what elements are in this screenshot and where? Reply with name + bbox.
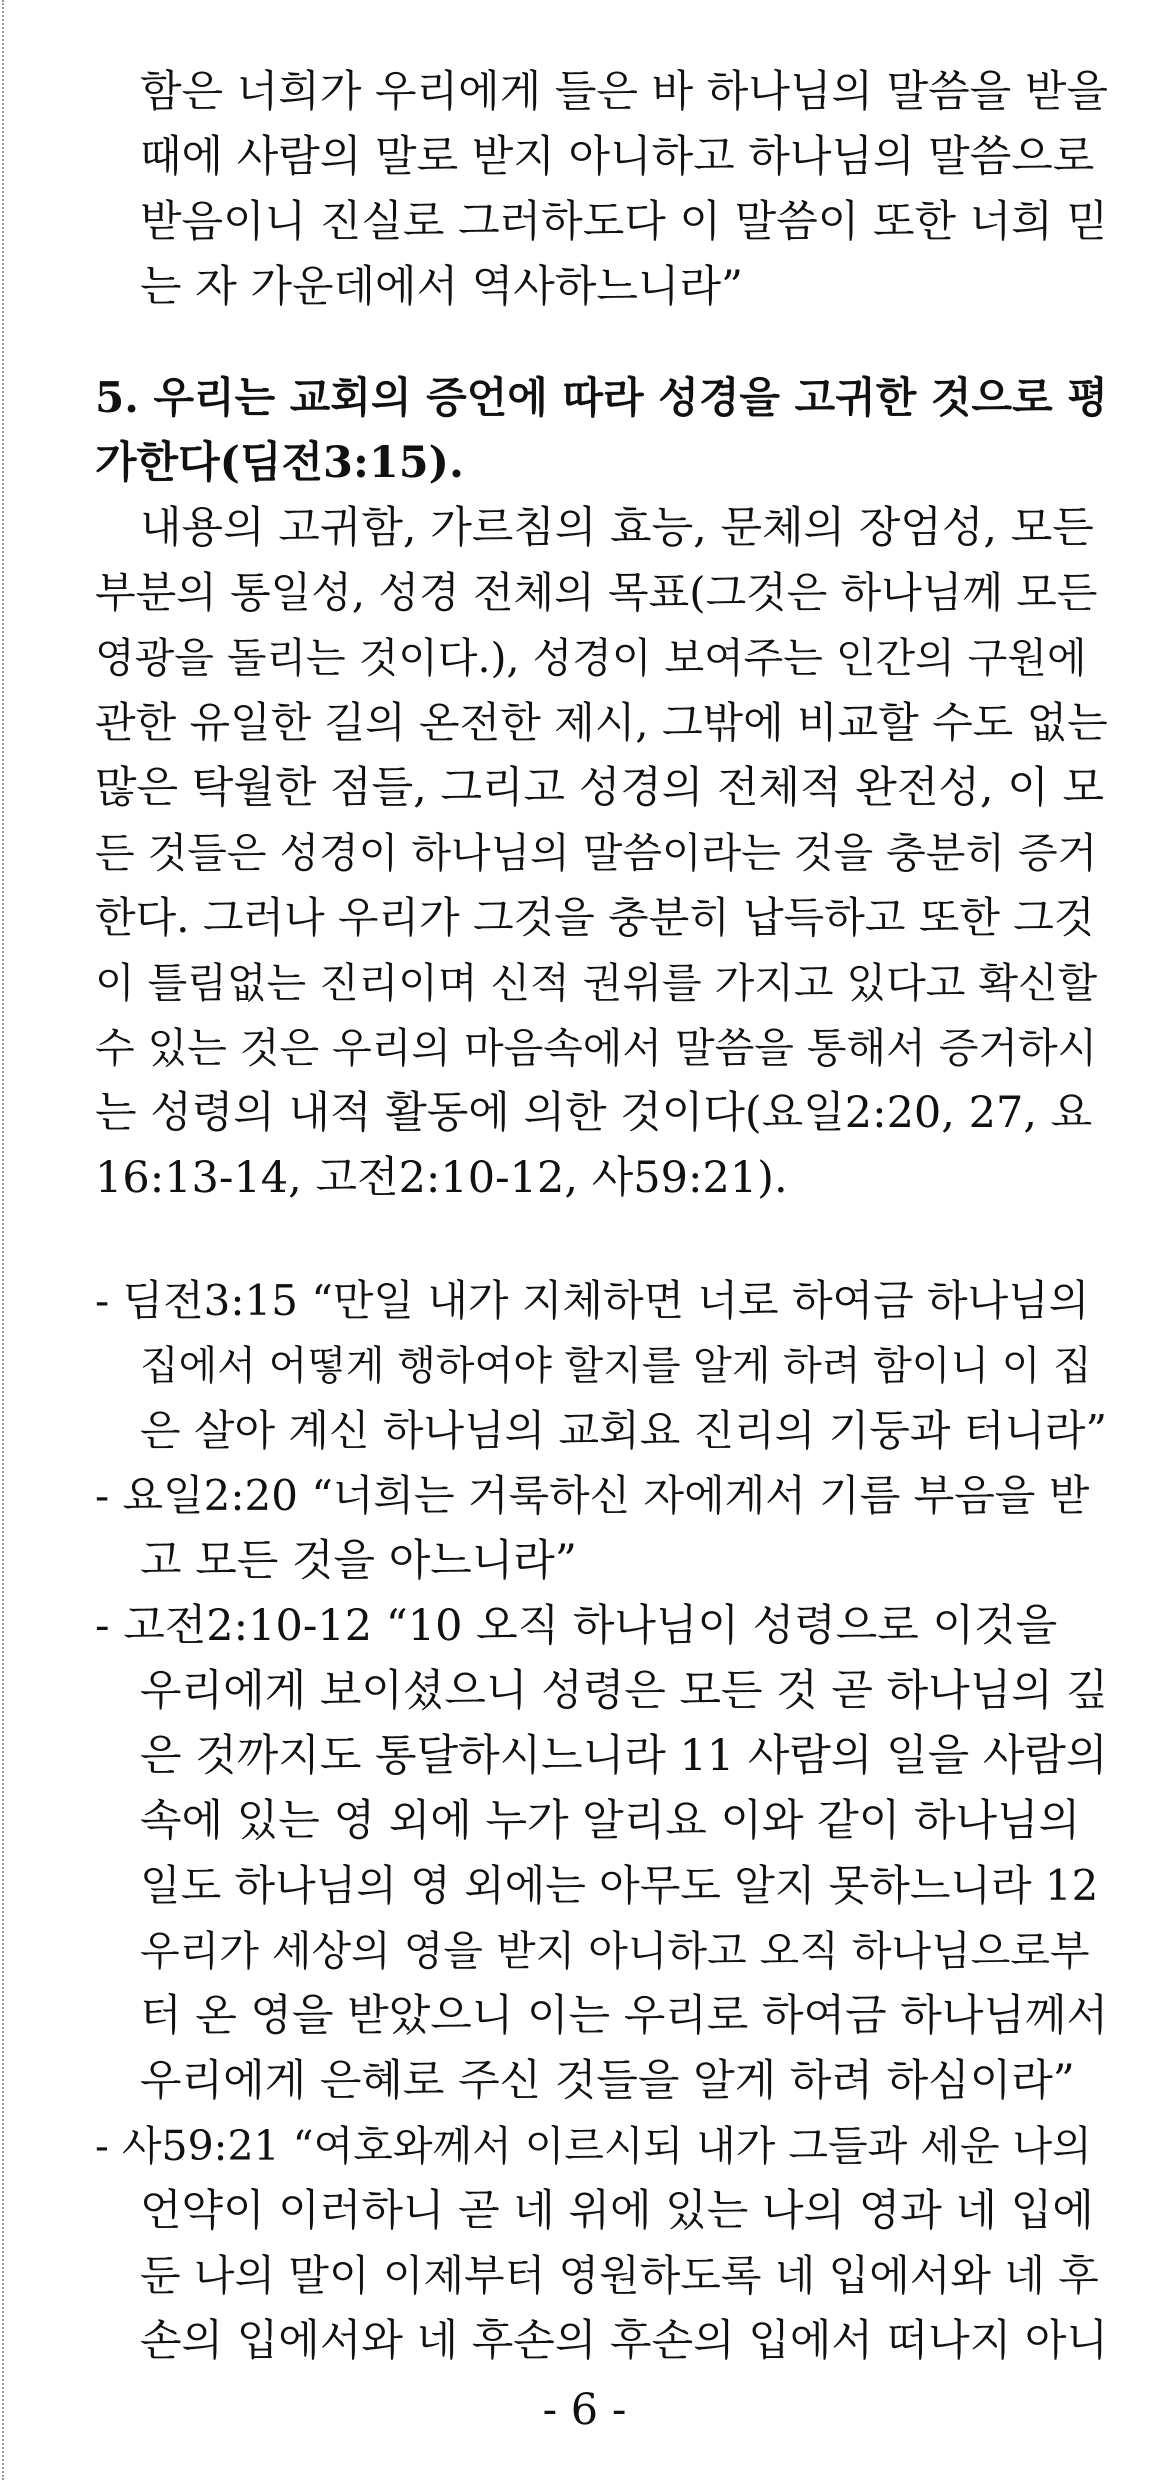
reference-line: - 고전2:10-12 “10 오직 하나님이 성령으로 이것을 (95, 1601, 1058, 1651)
reference-line: 우리가 세상의 영을 받지 아니하고 오직 하나님으로부 (140, 1927, 1090, 1975)
body-line: 한다. 그러나 우리가 그것을 충분히 납득하고 또한 그것 (95, 893, 1095, 942)
reference-line: 고 모든 것을 아느니라” (140, 1536, 577, 1586)
quote-line: 받음이니 진실로 그러하도다 이 말씀이 또한 너희 믿 (140, 197, 1108, 247)
section-heading-line: 가한다(딤전3:15). (95, 438, 464, 488)
body-line: 내용의 고귀함, 가르침의 효능, 문체의 장엄성, 모든 (140, 503, 1094, 553)
page-number: - 6 - (542, 2385, 627, 2435)
reference-line: 언약이 이러하니 곧 네 위에 있는 나의 영과 네 입에 (140, 2186, 1094, 2236)
reference-line: 우리에게 보이셨으니 성령은 모든 것 곧 하나님의 깊 (140, 1666, 1108, 1716)
reference-line: 집에서 어떻게 행하여야 할지를 알게 하려 함이니 이 집 (140, 1343, 1092, 1389)
section-heading-line: 5. 우리는 교회의 증언에 따라 성경을 고귀한 것으로 평 (95, 373, 1108, 422)
body-line: 많은 탁월한 점들, 그리고 성경의 전체적 완전성, 이 모 (95, 763, 1104, 813)
reference-line: 속에 있는 영 외에 누가 알리요 이와 같이 하나님의 (140, 1796, 1081, 1846)
body-line: 는 성령의 내적 활동에 의한 것이다(요일2:20, 27, 요 (95, 1088, 1093, 1138)
body-line: 이 틀림없는 진리이며 신적 권위를 가지고 있다고 확신할 (95, 959, 1098, 1007)
reference-line: 은 살아 계신 하나님의 교회요 진리의 기둥과 터니라” (140, 1406, 1107, 1455)
body-line: 수 있는 것은 우리의 마음속에서 말씀을 통해서 증거하시 (95, 1024, 1098, 1072)
reference-line: - 사59:21 “여호와께서 이르시되 내가 그들과 세운 나의 (95, 2122, 1092, 2170)
quote-line: 때에 사람의 말로 받지 아니하고 하나님의 말씀으로 (140, 132, 1095, 182)
quote-line: 함은 너희가 우리에게 들은 바 하나님의 말씀을 받을 (140, 67, 1108, 117)
body-line: 16:13-14, 고전2:10-12, 사59:21). (95, 1153, 788, 1203)
body-line: 영광을 돌리는 것이다.), 성경이 보여주는 인간의 구원에 (95, 634, 1087, 682)
reference-line: 우리에게 은혜로 주신 것들을 알게 하려 하심이라” (140, 2056, 1075, 2106)
reference-line: 손의 입에서와 네 후손의 후손의 입에서 떠나지 아니 (140, 2316, 1108, 2366)
body-line: 부분의 통일성, 성경 전체의 목표(그것은 하나님께 모든 (95, 568, 1098, 617)
reference-line: 일도 하나님의 영 외에는 아무도 알지 못하느니라 12 (140, 1861, 1099, 1910)
reference-line: 둔 나의 말이 이제부터 영원하도록 네 입에서와 네 후 (140, 2251, 1099, 2300)
body-line: 관한 유일한 길의 온전한 제시, 그밖에 비교할 수도 없는 (95, 698, 1108, 747)
reference-line: 은 것까지도 통달하시느니라 11 사람의 일을 사람의 (140, 1731, 1108, 1781)
page-edge-dotted-border (2, 0, 4, 2480)
body-line: 든 것들은 성경이 하나님의 말씀이라는 것을 충분히 증거 (95, 829, 1098, 877)
quote-line: 는 자 가운데에서 역사하느니라” (140, 262, 743, 312)
reference-line: - 요일2:20 “너희는 거룩하신 자에게서 기름 부음을 받 (95, 1471, 1090, 1520)
reference-line: - 딤전3:15 “만일 내가 지체하면 너로 하여금 하나님의 (95, 1276, 1090, 1325)
reference-line: 터 온 영을 받았으니 이는 우리로 하여금 하나님께서 (140, 1991, 1108, 2041)
